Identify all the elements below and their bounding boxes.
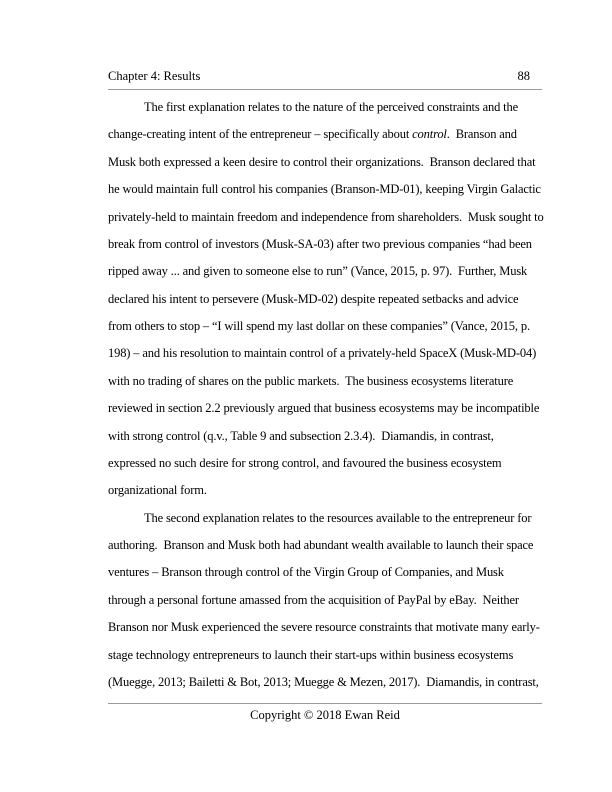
body-line [108,258,544,285]
text-segment: The first explanation relates to the nature of the perceived constraints and the [144,100,518,114]
body-line [108,423,544,450]
header-section-title: Chapter 4: Results [108,69,201,83]
text-segment: he would maintain full control his companies (Branson-MD-01), keeping Virgin Galactic [108,182,541,197]
body-line [108,395,544,422]
body-line [108,286,544,313]
text-segment: with no trading of shares on the public markets. The business ecosystems literature [108,373,514,388]
header-page-number: 88 [517,69,530,83]
italic-text: control [412,127,447,142]
text-segment: The second explanation relates to the resources available to the entrepreneur for [144,510,532,525]
body-line [108,587,544,614]
footer-copyright: Copyright © 2018 Ewan Reid [250,708,400,722]
body-line [108,614,544,641]
text-segment: break from control of investors (Musk-SA-03) after two previous companies “had been [108,236,532,251]
text-segment: Branson nor Musk experienced the severe resource constraints that motivate many early- [108,620,540,635]
body-text [108,94,544,696]
body-line [108,450,544,477]
body-line [108,94,544,121]
text-segment: organizational form. [108,483,207,498]
text-segment: (Muegge, 2013; Bailetti & Bot, 2013; Muegge & Mezen, 2017). Diamandis, in contrast, [108,674,539,689]
page-header [108,68,542,90]
text-segment: 198) – and his resolution to maintain control of a privately-held SpaceX (Musk-MD-04) [108,346,537,361]
text-segment: change-creating intent of the entrepreneur – specifically about [108,127,413,142]
body-line [108,477,544,504]
footer-divider [108,703,542,704]
text-segment: declared his intent to persevere (Musk-MD-02) despite repeated setbacks and advice [108,291,519,306]
body-line [108,532,544,559]
page-footer [108,706,542,724]
body-line [108,642,544,669]
body-line [108,505,544,532]
body-line [108,368,544,395]
body-line [108,313,544,340]
text-segment: . Branson and [446,127,517,142]
body-line [108,121,544,148]
text-segment: Musk both expressed a keen desire to control their organizations. Branson declared that [108,154,536,169]
text-segment: through a personal fortune amassed from the acquisition of PayPal by eBay. Neither [108,592,519,607]
body-line [108,340,544,367]
body-line [108,176,544,203]
text-segment: privately-held to maintain freedom and independence from shareholders. Musk sought to [108,209,544,224]
body-line [108,559,544,586]
text-segment: stage technology entrepreneurs to launch their start-ups within business ecosystems [108,647,514,662]
text-segment: with strong control (q.v., Table 9 and subsection 2.3.4). Diamandis, in contrast, [108,428,494,443]
text-segment: from others to stop – “I will spend my last dollar on these companies” (Vance, 2015, p. [108,319,530,333]
body-line [108,149,544,176]
text-segment: reviewed in section 2.2 previously argued that business ecosystems may be incompatible [108,401,540,416]
body-line [108,231,544,258]
body-line [108,669,544,696]
text-segment: ventures – Branson through control of the Virgin Group of Companies, and Musk [108,565,504,580]
body-line [108,204,544,231]
text-segment: authoring. Branson and Musk both had abundant wealth available to launch their space [108,538,534,552]
text-segment: ripped away ... and given to someone else to run” (Vance, 2015, p. 97). Further, Musk [108,264,528,279]
text-segment: expressed no such desire for strong control, and favoured the business ecosystem [108,455,502,470]
